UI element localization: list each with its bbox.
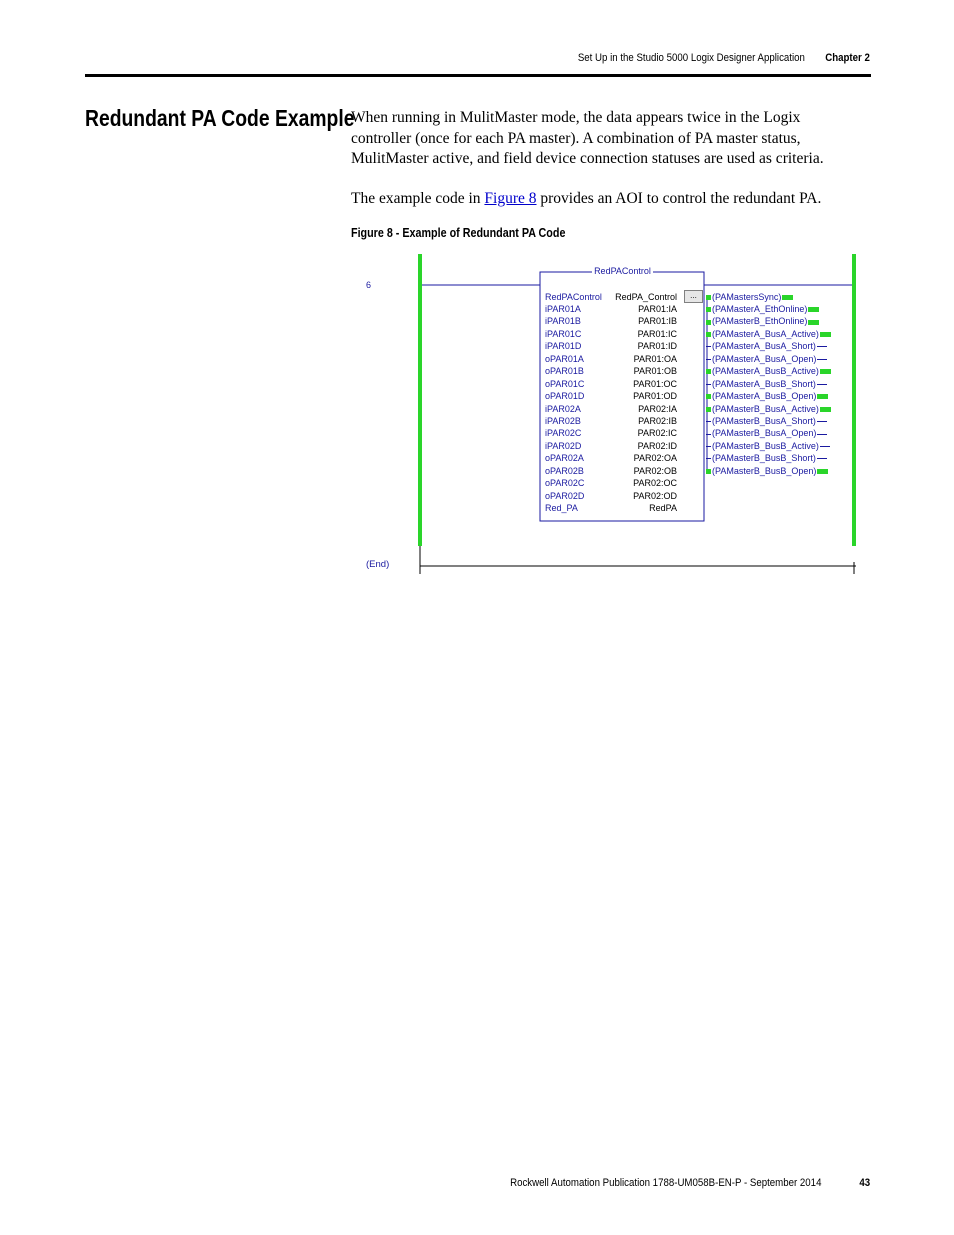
chapter-label: Chapter 2	[825, 52, 870, 64]
running-title: Set Up in the Studio 5000 Logix Designer Application	[577, 52, 806, 64]
output-coil[interactable]	[705, 390, 829, 402]
aoi-pin-tag[interactable]: PAR02:IB	[638, 416, 677, 426]
aoi-pin-row	[545, 390, 677, 402]
aoi-pin-tag[interactable]: PAR02:OB	[633, 465, 677, 476]
coil-wire	[817, 359, 827, 360]
aoi-properties-button[interactable]: ...	[684, 290, 703, 303]
coil-tag-name: (PAMasterB_EthOnline)	[712, 316, 808, 327]
para2-text-before: The example code in	[351, 190, 485, 207]
coil-tag-name: (PAMasterA_EthOnline)	[712, 303, 808, 314]
aoi-pin-param: oPAR01C	[545, 378, 585, 389]
body-paragraph-1: When running in MulitMaster mode, the data appears twice in the Logix controller (once for each PA master). A combination of PA master status, MulitMaster active, and field device connection statuses are used as criteria.	[351, 109, 824, 167]
aoi-pin-row	[545, 465, 677, 477]
aoi-pin-row	[545, 340, 677, 352]
coil-wire	[820, 446, 830, 447]
coil-tag-name: (PAMasterB_BusB_Open)	[712, 465, 817, 476]
aoi-pin-tag[interactable]: PAR02:OA	[633, 453, 677, 464]
coil-wire	[817, 421, 827, 422]
aoi-pin-row	[545, 291, 677, 303]
aoi-pin-tag[interactable]: PAR02:ID	[637, 440, 677, 451]
section-title: Redundant PA Code Example	[85, 105, 355, 131]
aoi-pin-param: iPAR02A	[545, 403, 581, 414]
coil-energized-indicator	[820, 369, 831, 374]
coil-lead-wire	[706, 469, 711, 474]
output-coil[interactable]	[705, 328, 832, 340]
figure-8-link[interactable]: Figure 8	[484, 190, 537, 207]
coil-energized-indicator	[820, 332, 831, 337]
aoi-pin-row	[545, 427, 677, 439]
aoi-pin-param: oPAR01B	[545, 366, 584, 377]
coil-tag-name: (PAMastersSync)	[712, 291, 782, 302]
aoi-pin-param: iPAR01A	[545, 303, 581, 314]
aoi-pin-row	[545, 328, 677, 340]
aoi-pin-tag[interactable]: PAR01:OA	[633, 353, 677, 364]
coil-wire	[817, 384, 827, 385]
aoi-pin-param: oPAR01A	[545, 353, 584, 364]
aoi-pin-tag[interactable]: PAR02:OD	[633, 490, 677, 501]
coil-energized-indicator	[808, 320, 819, 325]
aoi-pin-param: RedPAControl	[545, 291, 602, 302]
aoi-pin-row	[545, 378, 677, 390]
aoi-pin-row	[545, 440, 677, 452]
right-power-rail	[852, 254, 856, 546]
aoi-pin-param: oPAR02A	[545, 453, 584, 464]
coil-tag-name: (PAMasterA_BusA_Open)	[712, 353, 817, 364]
coil-lead-wire	[706, 394, 711, 399]
aoi-pin-param: oPAR02C	[545, 478, 585, 489]
aoi-pin-param: oPAR02D	[545, 490, 585, 501]
publication-info: Rockwell Automation Publication 1788-UM058B-EN-P - September 2014	[509, 1177, 822, 1189]
aoi-pin-row	[545, 502, 677, 514]
aoi-pin-tag[interactable]: PAR01:ID	[637, 341, 677, 352]
aoi-pin-tag[interactable]: PAR02:IC	[637, 428, 677, 439]
coil-tag-name: (PAMasterA_BusB_Short)	[712, 378, 816, 389]
aoi-pin-param: iPAR02B	[545, 416, 581, 426]
aoi-pin-param: oPAR01D	[545, 391, 585, 402]
end-label: (End)	[366, 559, 390, 570]
coil-tag-name: (PAMasterA_BusA_Short)	[712, 341, 816, 352]
aoi-title	[540, 266, 705, 276]
output-coil[interactable]	[705, 440, 831, 452]
output-coil[interactable]	[705, 427, 828, 439]
output-coil[interactable]	[705, 291, 794, 303]
coil-tag-name: (PAMasterB_BusA_Open)	[712, 428, 817, 439]
coil-tag-name: (PAMasterA_BusA_Active)	[712, 328, 819, 339]
output-coil[interactable]	[705, 303, 820, 315]
output-coil[interactable]	[705, 403, 832, 415]
coil-lead-wire	[706, 346, 711, 347]
coil-lead-wire	[706, 384, 711, 385]
coil-energized-indicator	[820, 407, 831, 412]
coil-tag-name: (PAMasterA_BusB_Open)	[712, 391, 817, 402]
aoi-pin-row	[545, 452, 677, 464]
aoi-pin-tag[interactable]: PAR01:OB	[633, 366, 677, 377]
coil-lead-wire	[706, 407, 711, 412]
output-coil[interactable]	[705, 340, 828, 352]
coil-lead-wire	[706, 446, 711, 447]
aoi-pin-tag[interactable]: RedPA_Control	[615, 291, 677, 302]
coil-tag-name: (PAMasterB_BusB_Active)	[712, 440, 819, 451]
coil-tag-name: (PAMasterB_BusA_Short)	[712, 416, 816, 426]
left-power-rail	[418, 254, 422, 546]
output-coil[interactable]	[705, 365, 832, 377]
output-coil[interactable]	[705, 353, 828, 365]
coil-energized-indicator	[817, 394, 828, 399]
aoi-pin-param: iPAR01D	[545, 341, 582, 352]
aoi-pin-row	[545, 303, 677, 315]
aoi-pin-param: iPAR02C	[545, 428, 582, 439]
coil-lead-wire	[706, 421, 711, 422]
coil-tag-name: (PAMasterA_BusB_Active)	[712, 366, 819, 377]
aoi-pin-tag[interactable]: PAR01:IA	[638, 303, 677, 314]
aoi-pin-row	[545, 403, 677, 415]
page-footer	[510, 1177, 870, 1189]
output-coil[interactable]	[705, 415, 828, 427]
coil-lead-wire	[706, 320, 711, 325]
para2-text-after: provides an AOI to control the redundant PA.	[536, 190, 822, 207]
coil-wire	[817, 346, 827, 347]
aoi-pin-tag[interactable]: RedPA	[649, 503, 677, 514]
header-rule	[85, 74, 871, 77]
aoi-pin-tag[interactable]: PAR01:OD	[633, 391, 677, 402]
coil-lead-wire	[706, 369, 711, 374]
aoi-pin-param: iPAR01B	[545, 316, 581, 327]
aoi-pin-tag[interactable]: PAR01:IB	[638, 316, 677, 327]
figure-caption: Figure 8 - Example of Redundant PA Code	[351, 226, 566, 240]
aoi-name: RedPAControl	[594, 266, 651, 276]
rung-number: 6	[366, 280, 372, 290]
coil-wire	[817, 434, 827, 435]
aoi-pin-tag[interactable]: PAR01:OC	[633, 378, 677, 389]
aoi-pin-row	[545, 490, 677, 502]
coil-wire	[817, 458, 827, 459]
coil-tag-name: (PAMasterB_BusB_Short)	[712, 453, 816, 464]
body-paragraph-2	[351, 189, 851, 210]
running-header	[578, 52, 870, 64]
aoi-pin-row	[545, 315, 677, 327]
output-coil[interactable]	[705, 465, 829, 477]
aoi-pin-param: Red_PA	[545, 503, 578, 514]
coil-lead-wire	[706, 359, 711, 360]
aoi-pin-tag[interactable]: PAR02:OC	[633, 478, 677, 489]
aoi-pin-tag[interactable]: PAR01:IC	[637, 328, 677, 339]
output-coil[interactable]	[705, 315, 820, 327]
aoi-pin-param: oPAR02B	[545, 465, 584, 476]
coil-energized-indicator	[782, 295, 793, 300]
aoi-pin-row	[545, 365, 677, 377]
aoi-pin-param: iPAR02D	[545, 440, 582, 451]
coil-energized-indicator	[817, 469, 828, 474]
aoi-pin-param: iPAR01C	[545, 328, 582, 339]
coil-lead-wire	[706, 434, 711, 435]
aoi-pin-tag[interactable]: PAR02:IA	[638, 403, 677, 414]
coil-lead-wire	[706, 307, 711, 312]
coil-energized-indicator	[808, 307, 819, 312]
output-coil[interactable]	[705, 378, 828, 390]
aoi-pin-row	[545, 353, 677, 365]
coil-lead-wire	[706, 332, 711, 337]
coil-lead-wire	[706, 458, 711, 459]
output-coil[interactable]	[705, 452, 828, 464]
aoi-pin-row	[545, 415, 677, 427]
aoi-pin-row	[545, 477, 677, 489]
coil-lead-wire	[706, 295, 711, 300]
page-number: 43	[859, 1177, 870, 1189]
coil-tag-name: (PAMasterB_BusA_Active)	[712, 403, 819, 414]
